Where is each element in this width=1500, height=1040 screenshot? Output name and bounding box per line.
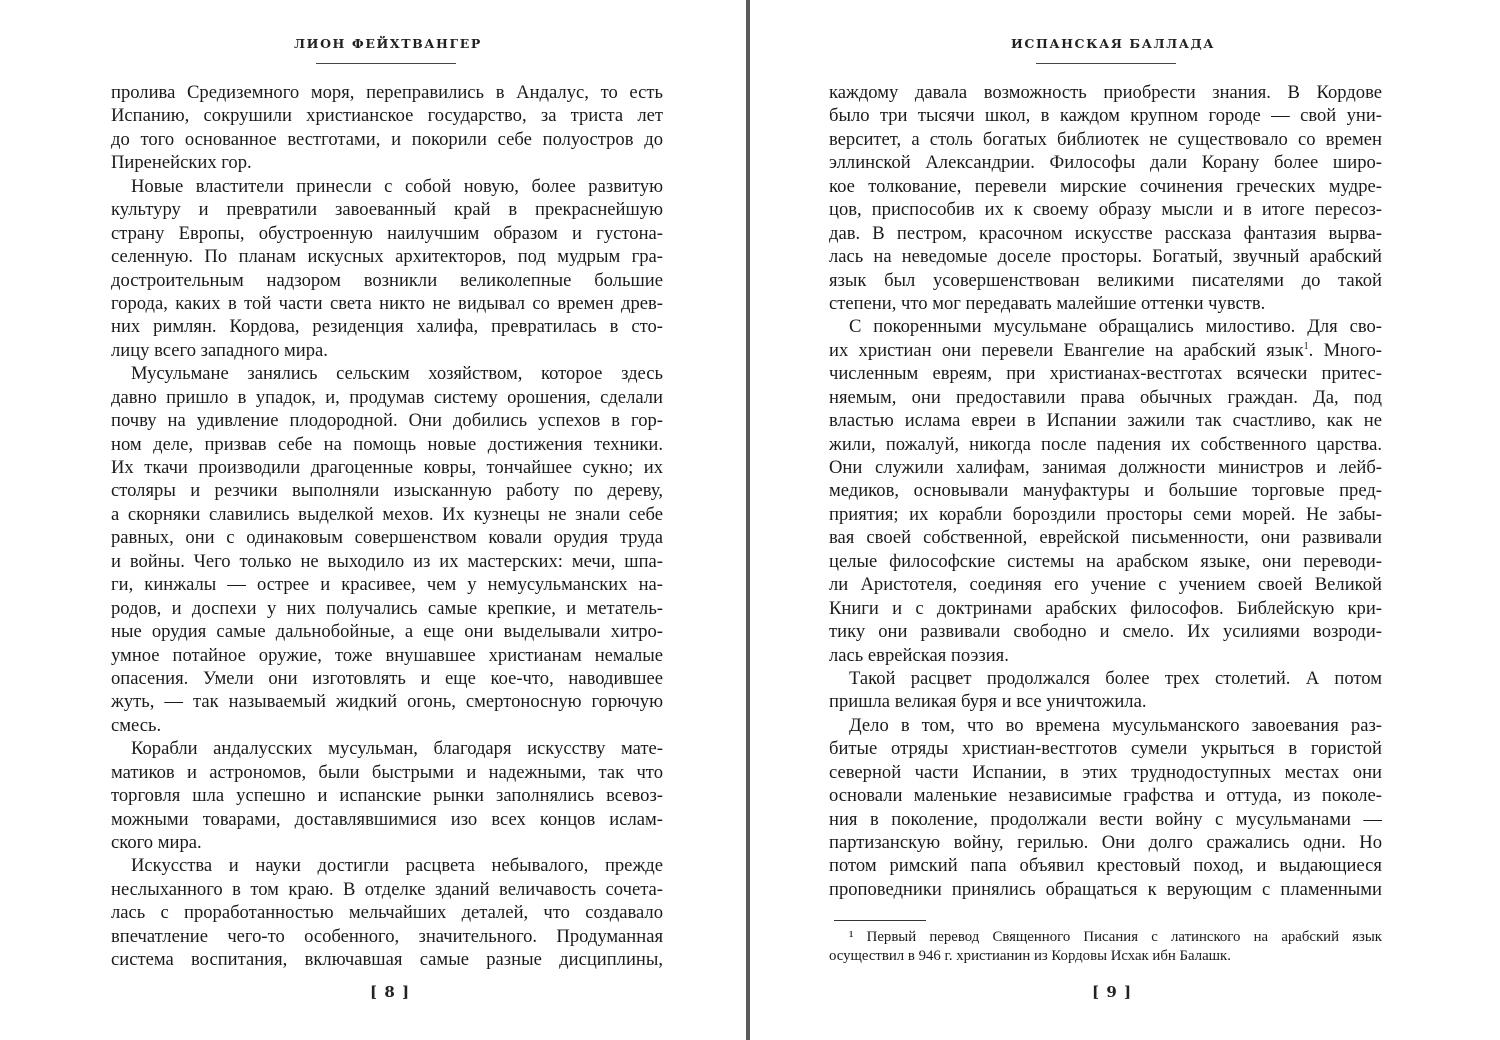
text-line: жили, пожалуй, никогда после падения их собственного царства. [829,433,1382,455]
footnote-marker[interactable]: 1 [1303,340,1309,352]
text-line: няемым, они предоставили права обычных граждан. Да, под [829,386,1382,408]
text-line: было три тысячи школ, в каждом крупном городе — свой уни- [829,105,1382,127]
text-line: верситет, а столь богатых библиотек не существовало со времен [829,128,1382,150]
text-line: Искусства и науки достигли расцвета небывалого, прежде [131,855,663,877]
text-line: С покоренными мусульмане обращались милостиво. Для сво- [849,316,1382,338]
text-line: пролива Средиземного моря, переправились в Андалус, то есть [111,82,663,103]
text-line: столяры и резчики выполняли изысканную работу по дереву, [111,480,663,502]
text-line: ном деле, призвав себе на помощь новые достижения техники. [111,433,663,455]
text-line: равных, они с одинаковым совершенством ковали орудия труда [111,527,663,549]
text-line: каждому давала возможность приобрести знания. В Кордове [829,82,1382,103]
text-line: а скорняки славились выделкой мехов. Их кузнецы не знали себе [111,503,663,525]
text-line: жуть, — так называемый жидкий огонь, смертоносную горючую [111,691,663,713]
text-line: лась с проработанностью мельчайших деталей, что создавало [111,902,663,924]
text-line: умное потайное оружие, тоже внушавшее христианам немалые [111,644,663,666]
text-line: вая своей собственной, еврейской письменности, они развивали [829,527,1382,549]
text-line: система воспитания, включавшая самые разные дисциплины, [111,949,663,971]
text-line: Дело в том, что во времена мусульманского завоевания раз- [849,714,1382,736]
text-line: приятия; их корабли бороздили просторы семи морей. Не забы- [829,503,1382,525]
left-page [0,0,746,1040]
left-page-text [111,81,663,972]
text-line: потом римский папа объявил крестовый поход, и выдающиеся [829,855,1382,877]
text-line: степени, что мог передавать малейшие оттенки чувств. [829,292,1266,314]
text-line: ского мира. [111,832,202,853]
head-rule [1036,63,1176,64]
footnote [829,928,1382,965]
running-head-title: ИСПАНСКАЯ БАЛЛАДА [1011,36,1216,51]
right-page [751,0,1500,1040]
text-line: Такой расцвет продолжался более трех столетий. А потом [849,667,1382,689]
text-line: Книги и с доктринами арабских философов. Библейскую кри- [829,597,1382,619]
text-line: достроительным надзором возникли великолепные большие [111,269,663,291]
text-line: Пиренейских гор. [111,152,252,174]
text-line: пришла великая буря и все уничтожила. [829,691,1147,713]
text-line: эллинской Александрии. Философы дали Корану более широ- [829,152,1382,174]
text-line: тику они развивали свободно и смело. Их усилиями возроди- [829,621,1382,643]
text-line: Их ткачи производили драгоценные ковры, тончайшее сукно; их [111,457,663,478]
text-line: ги, кинжалы — острее и красивее, чем у немусульманских на- [111,574,663,596]
text-line: северной части Испании, в этих труднодоступных местах они [829,761,1382,783]
text-line: Корабли андалусских мусульман, благодаря искусству мате- [131,738,663,760]
text-line: Они служили халифам, занимая должности министров и лейб- [829,457,1382,478]
text-line: культуру и превратили завоеванный край в прекраснейшую [111,199,663,221]
text-line: и войны. Чего только не выходило из их мастерских: мечи, шпа- [111,550,663,572]
text-line: можными товарами, доставлявшимися изо всех концов ислам- [111,808,663,830]
text-line: ли Аристотеля, соединяя его учение с учением своей Великой [829,574,1382,596]
page-number: [ 8 ] [370,983,411,1001]
text-line: Испанию, сокрушили христианское государство, за триста лет [111,105,663,127]
footnote-line: ¹ Первый перевод Священного Писания с латинского на арабский язык [849,929,1382,945]
text-line: численным евреям, при христианах-вестготах всячески притес- [829,363,1382,385]
text-line: властью ислама евреи в Испании зажили так счастливо, как не [829,410,1382,432]
text-line: язык был усовершенствован великими писателями до такой [829,269,1382,291]
text-line: неслыханного в том краю. В отделке зданий величавость сочета- [111,878,663,900]
text-line: почву на удивление плодородной. Они добились успехов в гор- [111,410,663,432]
text-line: Новые властители принесли с собой новую, более развитую [131,175,663,197]
text-fragment: . Много- [1308,339,1382,361]
text-line: опасения. Умели они изготовлять и еще кое-что, наводившее [111,667,663,689]
text-line: города, каких в той части света никто не видывал со времен древ- [111,292,663,314]
text-line: впечатление чего-то особенного, значительного. Продуманная [111,925,663,947]
text-line: ные орудия самые дальнобойные, а еще они выделывали хитро- [111,621,663,643]
text-line: торговля шла успешно и испанские рынки заполнялись всевоз- [111,785,663,807]
text-line: страну Европы, обустроенную наилучшим образом и густона- [111,222,663,244]
right-page-text [829,81,1382,901]
text-fragment: их христиан они перевели Евангелие на арабский язык [829,339,1304,361]
page-number: [ 9 ] [1092,983,1133,1001]
text-line: медиков, основывали мануфактуры и большие торговые пред- [829,480,1382,502]
running-head-author: ЛИОН ФЕЙХТВАНГЕР [294,36,482,51]
text-line: лась на неведомые доселе просторы. Богатый, звучный арабский [829,246,1382,268]
text-line: кое толкование, перевели мирские сочинения греческих мудре- [829,175,1382,197]
text-line: матиков и астрономов, были быстрыми и надежными, так что [111,761,663,783]
text-line: Мусульмане занялись сельским хозяйством, которое здесь [131,363,663,385]
text-line: основали маленькие независимые графства и оттуда, из поколе- [829,785,1382,807]
text-line: них римлян. Кордова, резиденция халифа, превратилась в сто- [111,316,663,338]
head-rule [316,63,456,64]
text-line: цов, приспособив их к своему образу мысли и в итоге пересоз- [829,199,1382,221]
text-line: лась еврейская поэзия. [829,644,1009,666]
text-line: битые отряды христиан-вестготов сумели укрыться в гористой [829,738,1382,760]
text-line: до того основанное вестготами, и покорили себе полуостров до [111,128,663,150]
text-line: родов, и доспехи у них получались самые крепкие, и метатель- [111,597,663,619]
text-line: целые философские системы на арабском языке, они переводи- [829,550,1382,572]
text-line: смесь. [111,714,162,736]
text-line-with-footnote [829,339,1382,362]
text-line: лицу всего западного мира. [111,339,328,361]
footnote-rule [834,920,926,921]
text-line: дав. В пестром, красочном искусстве рассказа фантазия вырва- [829,222,1382,244]
text-line: партизанскую войну, герилью. Они долго сражались одни. Но [829,832,1382,853]
footnote-line: осуществил в 946 г. христианин из Кордовы Исхак ибн Балашк. [829,947,1231,964]
page-gutter-divider [746,0,750,1040]
text-line: селенную. По планам искусных архитекторов, под мудрым гра- [111,246,663,268]
text-line: ния в поколение, продолжали вести войну с мусульманами — [829,808,1382,830]
text-line: проповедники принялись обращаться к верующим с пламенными [829,878,1382,900]
text-line: давно пришло в упадок, и, продумав систему орошения, сделали [111,386,663,408]
